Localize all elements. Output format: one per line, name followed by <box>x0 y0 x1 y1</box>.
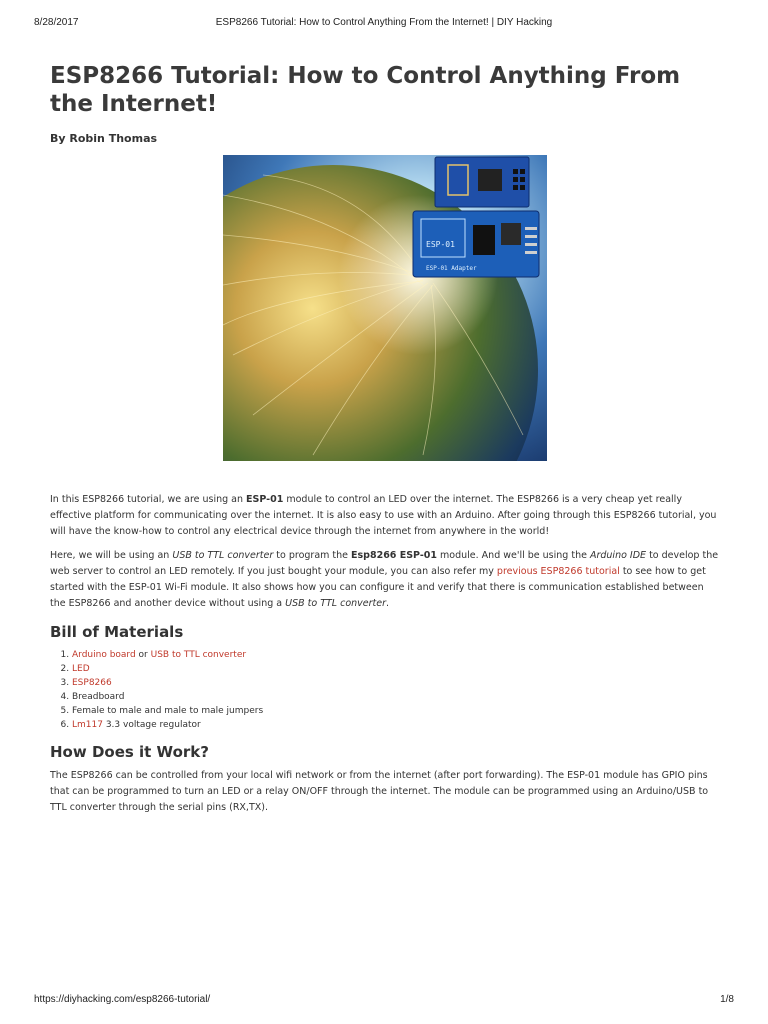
svg-text:ESP-01 Adapter: ESP-01 Adapter <box>426 265 477 272</box>
article-body <box>50 492 720 824</box>
bom-list <box>50 648 720 732</box>
led-link[interactable]: LED <box>72 664 90 674</box>
article-title: ESP8266 Tutorial: How to Control Anything From the Internet! <box>50 63 681 117</box>
list-item <box>72 676 720 690</box>
usb-ttl-converter-link[interactable]: USB to TTL converter <box>150 650 247 660</box>
bom-heading: Bill of Materials <box>50 623 184 641</box>
print-page-title: ESP8266 Tutorial: How to Control Anything From the Internet! | DIY Hacking <box>215 17 553 28</box>
setup-paragraph: Here, we will be using an USB to TTL converter to program the Esp8266 ESP-01 module. And we'll be using the Arduino IDE to develop the web server to control an LED remotely. If you just bought your module, you can also refer my previous ESP8266 tutorial to see how to get started with the ESP-01 Wi-Fi module. It also shows how you can configure it and verify that there is communication established between the ESP8266 and another device without using a USB to TTL converter. <box>50 550 719 609</box>
how-paragraph: The ESP8266 can be controlled from your local wifi network or from the internet (after port forwarding). The ESP-01 module has GPIO pins that can be programmed to turn an LED or a relay ON/OFF through the internet. The module can be programmed using an Arduino/USB to TTL converter through the serial pins (RX,TX). <box>50 770 709 813</box>
hero-image <box>223 155 547 461</box>
list-item <box>72 662 720 676</box>
byline: By Robin Thomas <box>50 132 158 145</box>
previous-tutorial-link[interactable]: previous ESP8266 tutorial <box>496 566 620 577</box>
print-header <box>34 17 734 31</box>
article <box>50 62 720 813</box>
print-url: https://diyhacking.com/esp8266-tutorial/ <box>34 994 211 1005</box>
arduino-board-link[interactable]: Arduino board <box>72 650 136 660</box>
print-date: 8/28/2017 <box>34 17 79 28</box>
intro-paragraph: In this ESP8266 tutorial, we are using an ESP-01 module to control an LED over the internet. The ESP8266 is a very cheap yet really effective platform for communicating over the internet. It is also easy to use with an Arduino. After going through this ESP8266 tutorial, you will have the know-how to control any electrical device through the internet from anywhere in the world! <box>50 494 717 537</box>
list-item: 5. Female to male and male to male jumpers <box>72 704 720 718</box>
how-heading: How Does it Work? <box>50 743 209 761</box>
esp01-board-image <box>435 157 529 207</box>
esp8266-link[interactable]: ESP8266 <box>72 678 112 688</box>
svg-text:ESP-01: ESP-01 <box>426 240 455 249</box>
print-footer <box>34 994 734 1008</box>
list-item: 1. Arduino board or USB to TTL converter <box>72 648 720 662</box>
list-item: 4. Breadboard <box>72 690 720 704</box>
lm117-link[interactable]: Lm117 <box>72 720 103 730</box>
page-number: 1/8 <box>720 994 734 1005</box>
list-item: 6. Lm117 3.3 voltage regulator <box>72 718 720 732</box>
esp01-adapter-image <box>413 211 539 277</box>
